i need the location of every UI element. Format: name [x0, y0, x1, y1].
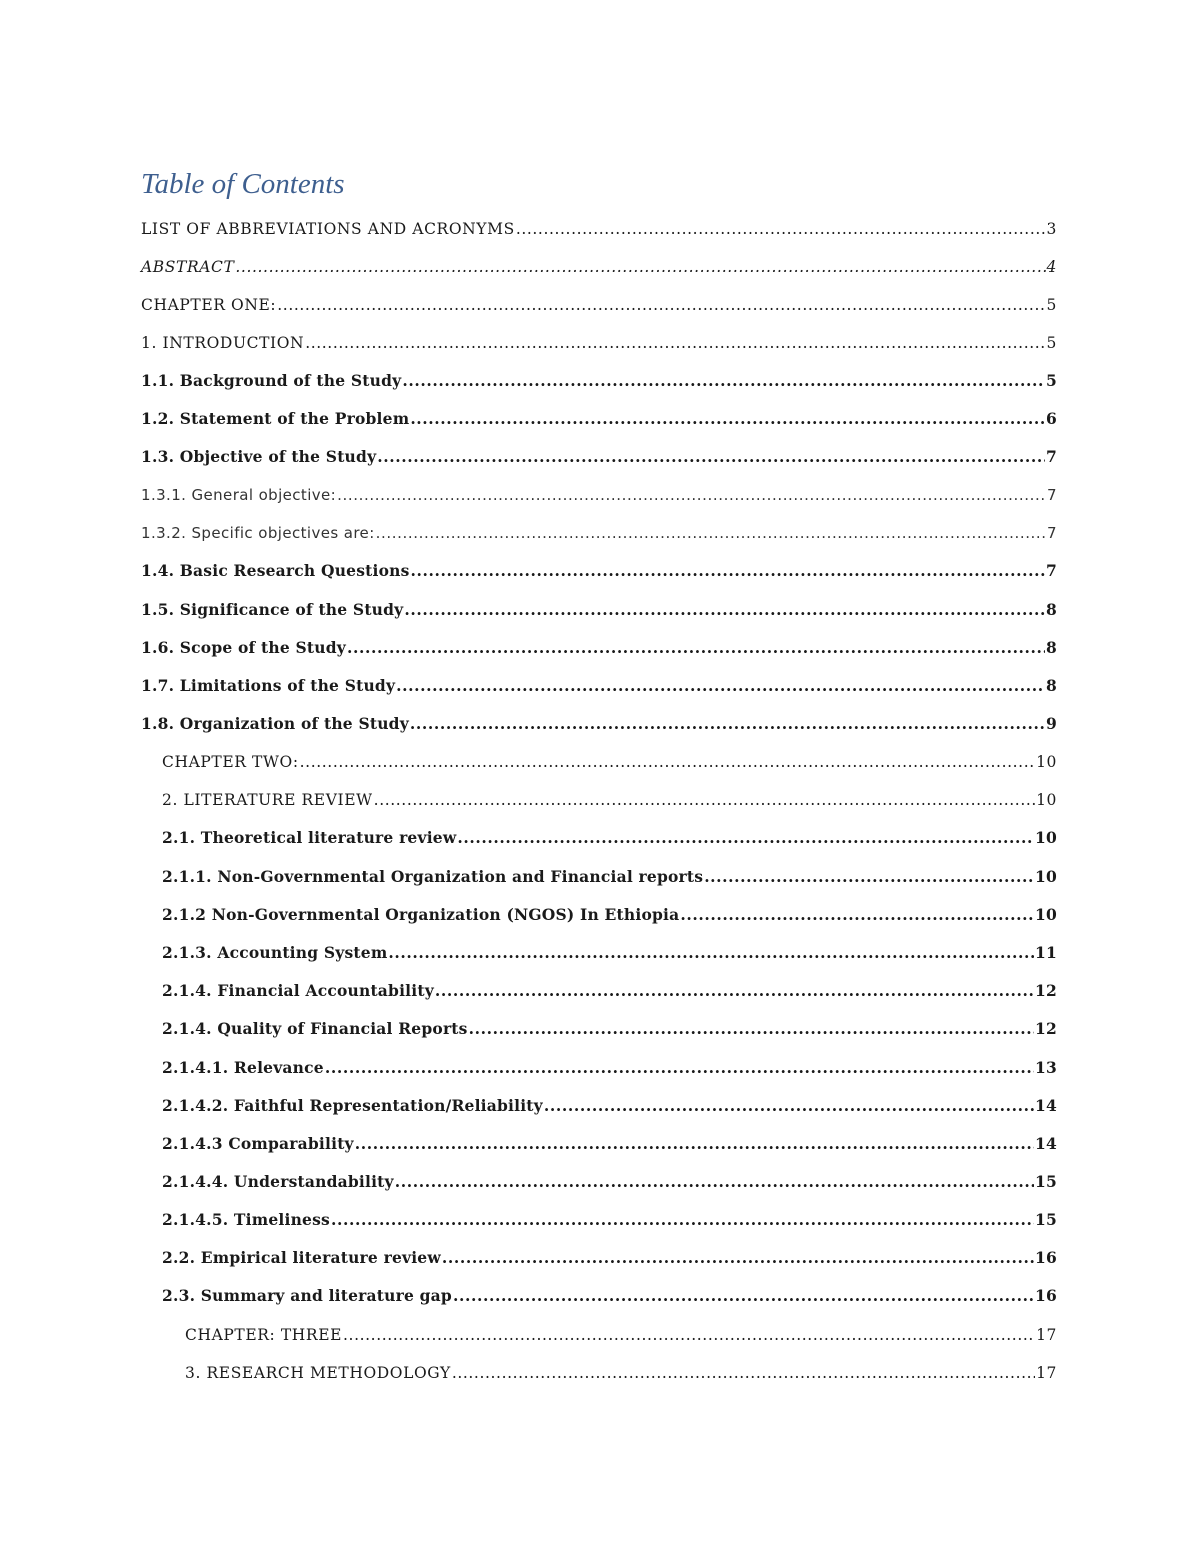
dot-leader	[435, 981, 1034, 1001]
toc-entry-label: 2.1.4.3 Comparability	[162, 1134, 354, 1153]
dot-leader	[395, 1172, 1034, 1192]
toc-entry-chapter-two[interactable]	[162, 734, 1057, 772]
dot-leader	[337, 485, 1046, 505]
toc-entry-1-7[interactable]	[141, 658, 1057, 696]
toc-entry-page: 9	[1046, 714, 1057, 733]
dot-leader	[277, 295, 1045, 315]
toc-entry-page: 6	[1046, 409, 1057, 428]
toc-entry-2-1-4-4[interactable]	[162, 1154, 1057, 1192]
dot-leader	[410, 714, 1045, 734]
toc-entry-page: 16	[1035, 1248, 1057, 1267]
toc-entry-2-1-4-5[interactable]	[162, 1192, 1057, 1230]
toc-entry-1-6[interactable]	[141, 620, 1057, 658]
toc-entry-label: 1.3. Objective of the Study	[141, 447, 377, 466]
toc-entry-label: ABSTRACT	[141, 258, 235, 276]
dot-leader	[331, 1210, 1034, 1230]
toc-entry-1-2[interactable]	[141, 391, 1057, 429]
dot-leader	[376, 523, 1046, 543]
toc-entry-1-3[interactable]	[141, 429, 1057, 467]
toc-entry-page: 4	[1046, 258, 1057, 276]
toc-entry-1-5[interactable]	[141, 582, 1057, 620]
dot-leader	[680, 905, 1034, 925]
toc-entry-page: 7	[1047, 486, 1057, 504]
toc-entry-label: 2.1.4.2. Faithful Representation/Reliability	[162, 1096, 543, 1115]
toc-entry-page: 10	[1036, 753, 1057, 771]
toc-entry-page: 16	[1035, 1286, 1057, 1305]
toc-entry-label: 1.7. Limitations of the Study	[141, 676, 396, 695]
toc-entry-page: 12	[1035, 981, 1057, 1000]
toc-entry-2-1-4-3[interactable]	[162, 1116, 1057, 1154]
toc-entry-page: 5	[1046, 296, 1057, 314]
toc-entry-2-3[interactable]	[162, 1268, 1057, 1306]
toc-entry-2-1-4-accountability[interactable]	[162, 963, 1057, 1001]
toc-entry-label: 1.1. Background of the Study	[141, 371, 402, 390]
toc-entry-label: CHAPTER: THREE	[185, 1326, 343, 1344]
toc-entry-label: 2.3. Summary and literature gap	[162, 1286, 452, 1305]
toc-entry-label: 1.4. Basic Research Questions	[141, 561, 410, 580]
dot-leader	[402, 371, 1045, 391]
dot-leader	[404, 600, 1045, 620]
dot-leader	[544, 1096, 1034, 1116]
dot-leader	[410, 409, 1045, 429]
dot-leader	[396, 676, 1045, 696]
toc-entry-label: 2.1. Theoretical literature review	[162, 828, 457, 847]
toc-entry-1-8[interactable]	[141, 696, 1057, 734]
dot-leader	[355, 1134, 1034, 1154]
toc-entry-page: 8	[1046, 600, 1057, 619]
toc-entry-page: 7	[1046, 561, 1057, 580]
dot-leader	[325, 1058, 1034, 1078]
toc-entry-page: 15	[1035, 1172, 1057, 1191]
dot-leader	[469, 1019, 1034, 1039]
dot-leader	[516, 219, 1046, 239]
toc-entry-2-1-4-quality[interactable]	[162, 1001, 1057, 1039]
toc-entry-1-1[interactable]	[141, 353, 1057, 391]
toc-entry-label: 1.2. Statement of the Problem	[141, 409, 410, 428]
toc-entry-chapter-one[interactable]	[141, 277, 1057, 315]
toc-entry-label: 2.1.3. Accounting System	[162, 943, 388, 962]
dot-leader	[442, 1248, 1034, 1268]
toc-entry-label: CHAPTER ONE:	[141, 296, 277, 314]
dot-leader	[388, 943, 1034, 963]
dot-leader	[453, 1286, 1034, 1306]
toc-entry-1-3-1[interactable]	[141, 467, 1057, 505]
toc-entry-literature-review[interactable]	[162, 772, 1057, 810]
dot-leader	[343, 1325, 1035, 1345]
toc-entry-page: 15	[1035, 1210, 1057, 1229]
toc-entry-label: 2.1.4.1. Relevance	[162, 1058, 324, 1077]
toc-entry-page: 5	[1046, 334, 1057, 352]
toc-entry-2-1-2[interactable]	[162, 887, 1057, 925]
toc-entry-abbreviations[interactable]	[141, 201, 1057, 239]
toc-entry-label: 2.1.4.5. Timeliness	[162, 1210, 330, 1229]
toc-entry-research-methodology[interactable]	[185, 1345, 1057, 1383]
toc-entry-2-1-4-1[interactable]	[162, 1040, 1057, 1078]
toc-entry-introduction[interactable]	[141, 315, 1057, 353]
toc-entry-page: 10	[1035, 905, 1057, 924]
toc-entry-1-3-2[interactable]	[141, 505, 1057, 543]
toc-entry-page: 14	[1035, 1096, 1057, 1115]
toc-entry-2-1-4-2[interactable]	[162, 1078, 1057, 1116]
dot-leader	[704, 867, 1034, 887]
toc-entry-page: 7	[1047, 524, 1057, 542]
toc-entry-label: 1. INTRODUCTION	[141, 334, 305, 352]
toc-entry-page: 17	[1036, 1326, 1057, 1344]
toc-entry-2-2[interactable]	[162, 1230, 1057, 1268]
toc-entry-abstract[interactable]	[141, 239, 1057, 277]
toc-entry-label: 1.3.1. General objective:	[141, 486, 337, 504]
toc-entry-page: 10	[1036, 791, 1057, 809]
toc-entry-label: 2.1.4. Quality of Financial Reports	[162, 1019, 468, 1038]
toc-entry-label: 3. RESEARCH METHODOLOGY	[185, 1364, 451, 1382]
toc-entry-chapter-three[interactable]	[185, 1307, 1057, 1345]
toc-entry-page: 7	[1046, 447, 1057, 466]
toc-entry-label: LIST OF ABBREVIATIONS AND ACRONYMS	[141, 220, 515, 238]
toc-entry-1-4[interactable]	[141, 543, 1057, 581]
dot-leader	[411, 561, 1045, 581]
toc-entry-label: CHAPTER TWO:	[162, 753, 299, 771]
toc-entry-2-1-3[interactable]	[162, 925, 1057, 963]
toc-entry-page: 8	[1046, 638, 1057, 657]
toc-entry-label: 2. LITERATURE REVIEW	[162, 791, 373, 809]
toc-entry-page: 3	[1046, 220, 1057, 238]
toc-entry-page: 11	[1035, 943, 1057, 962]
toc-entry-label: 2.1.4.4. Understandability	[162, 1172, 394, 1191]
toc-entry-page: 10	[1035, 828, 1057, 847]
toc-entry-page: 12	[1035, 1019, 1057, 1038]
toc-entry-page: 5	[1046, 371, 1057, 390]
dot-leader	[305, 333, 1045, 353]
toc-entry-page: 14	[1035, 1134, 1057, 1153]
dot-leader	[457, 828, 1034, 848]
dot-leader	[235, 257, 1045, 277]
dot-leader	[347, 638, 1045, 658]
toc-entry-page: 17	[1036, 1364, 1057, 1382]
toc-entry-page: 10	[1035, 867, 1057, 886]
dot-leader	[452, 1363, 1035, 1383]
toc-entry-page: 8	[1046, 676, 1057, 695]
toc-entry-page: 13	[1035, 1058, 1057, 1077]
toc-entry-label: 1.8. Organization of the Study	[141, 714, 409, 733]
toc-entry-label: 2.1.1. Non-Governmental Organization and Financial reports	[162, 867, 704, 886]
toc-entry-label: 1.6. Scope of the Study	[141, 638, 346, 657]
toc-entry-label: 2.1.2 Non-Governmental Organization (NGOS) In Ethiopia	[162, 905, 680, 924]
toc-entry-label: 2.1.4. Financial Accountability	[162, 981, 434, 1000]
toc-entry-label: 2.2. Empirical literature review	[162, 1248, 441, 1267]
toc-title: Table of Contents	[141, 168, 345, 200]
dot-leader	[377, 447, 1045, 467]
toc-entry-2-1-1[interactable]	[162, 849, 1057, 887]
toc-entry-2-1[interactable]	[162, 810, 1057, 848]
dot-leader	[374, 790, 1035, 810]
toc-entry-label: 1.5. Significance of the Study	[141, 600, 404, 619]
toc-entry-label: 1.3.2. Specific objectives are:	[141, 524, 375, 542]
dot-leader	[300, 752, 1035, 772]
